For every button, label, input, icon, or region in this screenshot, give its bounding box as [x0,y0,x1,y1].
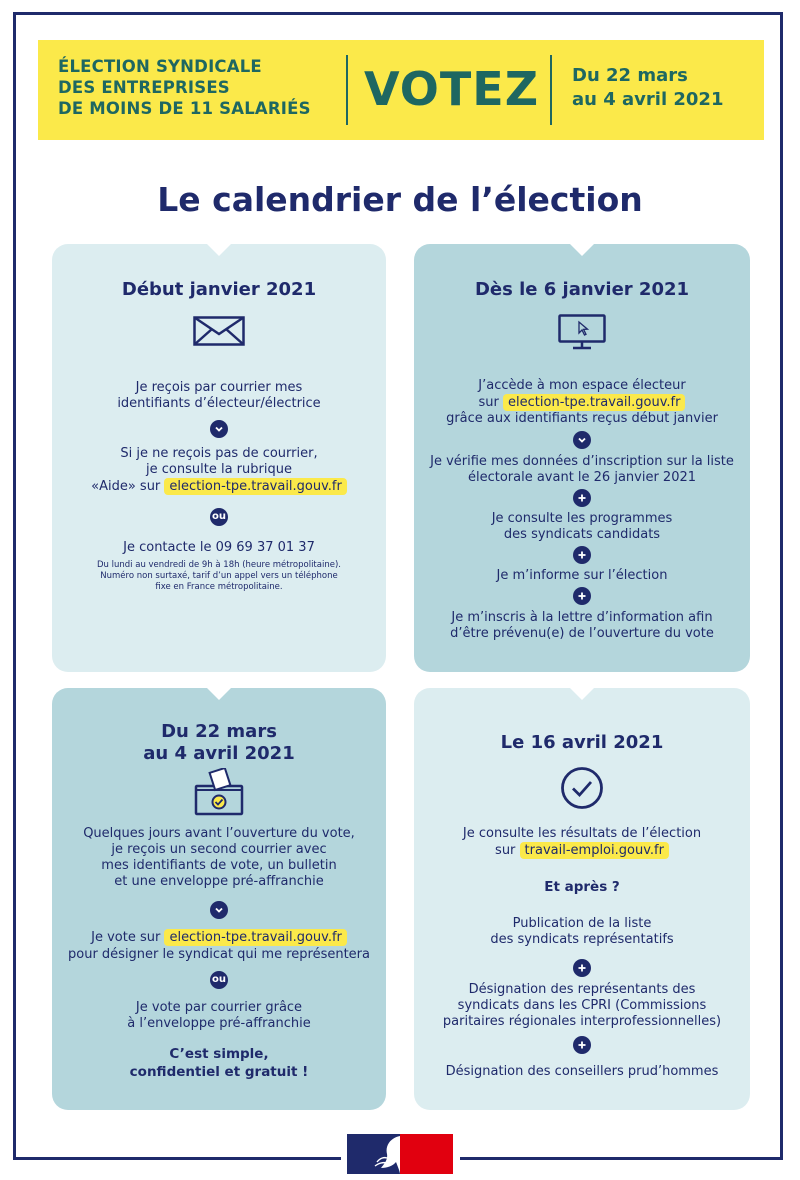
frame-bottom-right [460,1157,783,1160]
card-title: Début janvier 2021 [121,279,317,300]
text-prefix: sur [495,843,516,858]
card-notch [207,244,231,256]
phone-contact: Je contacte le 09 69 37 01 37 [123,540,315,555]
text-line: Je vote par courrier grâce [135,1000,303,1015]
text-line: syndicats dans les CPRI (Commissions [457,998,707,1013]
text-line: confidentiel et gratuit ! [129,1064,309,1080]
text-line: Désignation des représentants des [468,982,696,997]
text-block [414,1064,750,1080]
card-notch [570,244,594,256]
text-line [414,843,750,859]
text-line: mes identifiants de vote, un bulletin [101,858,337,873]
link-travail-emploi[interactable]: travail-emploi.gouv.fr [520,842,669,859]
card-title [52,721,386,765]
small-line: Du lundi au vendredi de 9h à 18h (heure métropolitaine). [97,560,341,570]
text-line: identifiants d’électeur/électrice [117,396,321,411]
card-title: Le 16 avril 2021 [500,732,664,753]
text-line: et une enveloppe pré-affranchie [114,874,324,889]
text-block [414,378,750,427]
ballot-box-icon [193,768,245,820]
card-debut-janvier [52,244,386,672]
text-line: C’est simple, [169,1046,269,1062]
banner-date-line-2: au 4 avril 2021 [572,89,724,110]
text-block [414,610,750,642]
banner-date-line-1: Du 22 mars [572,65,688,86]
banner-votez: VOTEZ [364,62,540,116]
text-line: Quelques jours avant l’ouverture du vote, [83,826,355,841]
link-election-tpe[interactable]: election-tpe.travail.gouv.fr [503,394,685,411]
text-line: Si je ne reçois pas de courrier, [120,446,318,461]
card-16-avril [414,688,750,1110]
card-du-22-mars [52,688,386,1110]
text-line: pour désigner le syndicat qui me représentera [68,947,370,962]
plus-icon [573,489,591,507]
ou-badge: ou [210,508,228,526]
link-election-tpe[interactable]: election-tpe.travail.gouv.fr [164,929,346,946]
text-line: Je m’informe sur l’élection [496,568,668,583]
text-line: Je m’inscris à la lettre d’information afin [451,610,713,625]
banner-dates [572,64,723,112]
card-title: Dès le 6 janvier 2021 [474,279,690,300]
text-block [52,826,386,890]
computer-icon [558,314,606,354]
small-line: Numéro non surtaxé, tarif d’un appel vers un téléphone [100,571,338,581]
et-apres-heading: Et après ? [544,879,620,895]
text-line: des syndicats représentatifs [490,932,674,947]
text-block [414,568,750,584]
text-prefix: sur [478,395,499,410]
closing-statement [52,1045,386,1081]
card-notch [570,688,594,700]
text-block [52,930,386,963]
text-line: Je consulte les programmes [491,511,673,526]
text-line: je reçois un second courrier avec [111,842,327,857]
text-line: paritaires régionales interprofessionnelles) [442,1014,722,1029]
text-prefix: Je vote sur [91,930,161,945]
text-block [414,982,750,1030]
chevron-down-icon [210,420,228,438]
title-line: Du 22 mars [161,721,277,742]
text-prefix: «Aide» sur [91,479,161,494]
banner-line-1: ÉLECTION SYNDICALE [58,57,262,76]
plus-icon [573,959,591,977]
text-line: Je vérifie mes données d’inscription sur la liste [430,454,734,469]
text-block [414,916,750,948]
text-line: Désignation des conseillers prud’hommes [445,1064,719,1079]
text-line [52,479,386,495]
banner-election-title [58,56,311,119]
link-election-tpe[interactable]: election-tpe.travail.gouv.fr [164,478,346,495]
text-line: Publication de la liste [512,916,652,931]
text-line: Je consulte les résultats de l’élection [462,826,702,841]
text-block [414,511,750,543]
text-block [52,446,386,495]
banner-separator [346,55,348,125]
check-circle-icon [560,766,604,814]
republique-logo [347,1134,453,1174]
chevron-down-icon [210,901,228,919]
plus-icon [573,1036,591,1054]
text-block [52,540,386,556]
ou-badge: ou [210,971,228,989]
text-line: à l’enveloppe pré-affranchie [127,1016,311,1031]
small-line: fixe en France métropolitaine. [155,582,283,592]
small-print [52,560,386,593]
header-banner [38,40,764,140]
text-line: électorale avant le 26 janvier 2021 [467,470,697,485]
text-line: des syndicats candidats [503,527,661,542]
plus-icon [573,587,591,605]
plus-icon [573,546,591,564]
page-title: Le calendrier de l’élection [157,180,643,219]
text-line: grâce aux identifiants reçus début janvier [446,411,718,426]
card-notch [207,688,231,700]
banner-line-3: DE MOINS DE 11 SALARIÉS [58,99,311,118]
text-line [414,395,750,411]
text-block [52,380,386,412]
card-des-6-janvier [414,244,750,672]
text-block [414,826,750,859]
banner-line-2: DES ENTREPRISES [58,78,230,97]
text-block [414,454,750,486]
text-line: d’être prévenu(e) de l’ouverture du vote [450,626,714,641]
text-block [52,1000,386,1032]
frame-bottom-left [13,1157,341,1160]
text-line: Je reçois par courrier mes [135,380,303,395]
envelope-icon [193,316,245,350]
title-line: au 4 avril 2021 [143,743,295,764]
banner-separator [550,55,552,125]
text-line [52,930,386,946]
chevron-down-icon [573,431,591,449]
text-line: J’accède à mon espace électeur [478,378,686,393]
text-line: je consulte la rubrique [146,462,292,477]
